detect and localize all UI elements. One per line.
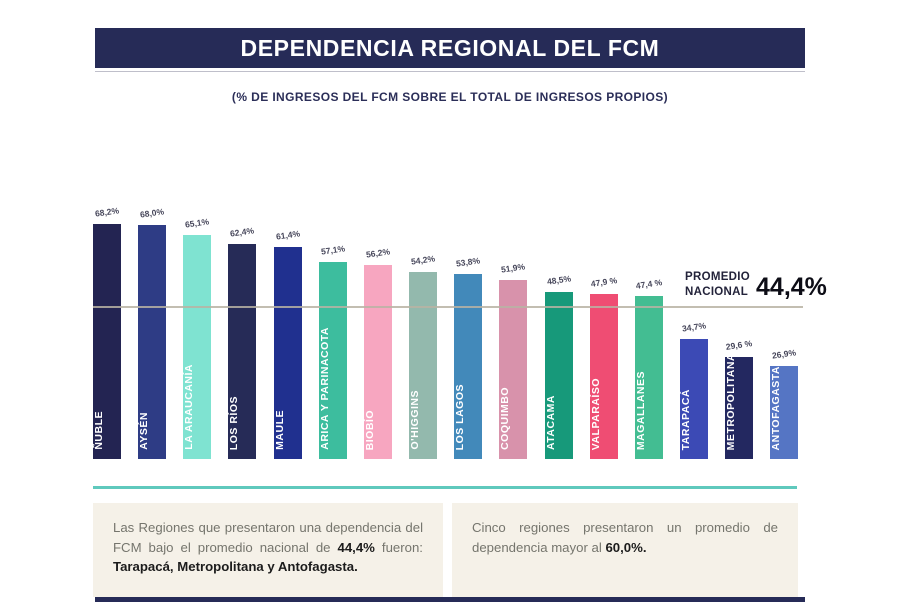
page-subtitle: (% DE INGRESOS DEL FCM SOBRE EL TOTAL DE INGRESOS PROPIOS) xyxy=(231,90,669,104)
bar-value-label: 65,1% xyxy=(184,216,210,230)
bar-maule xyxy=(274,247,302,459)
note-segment: Las Regiones que presentaron una dependencia del FCM bajo el promedio nacional de xyxy=(113,520,423,555)
note-box-right xyxy=(452,503,798,597)
national-average-caption-line2: NACIONAL xyxy=(685,285,749,298)
bar-los-rios xyxy=(228,244,256,459)
bar-region-label: ARICA Y PARINACOTA xyxy=(319,327,331,450)
bar-region-label: ATACAMA xyxy=(545,394,557,450)
bar-biobio xyxy=(364,265,392,459)
bar-region-label: METROPOLITANA xyxy=(725,352,737,450)
bar-region-label: LOS RÍOS xyxy=(228,395,240,450)
bar-region-label: O'HIGGINS xyxy=(409,390,421,450)
bar-value-label: 51,9% xyxy=(500,261,526,275)
bar-value-label: 26,9% xyxy=(771,347,797,361)
note-segment: fueron: xyxy=(374,539,423,555)
national-average-value: 44,4% xyxy=(756,272,827,301)
bar-nuble xyxy=(93,224,121,459)
bar-region-label: LA ARAUCANÍA xyxy=(183,364,195,450)
bar-value-label: 56,2% xyxy=(365,246,391,260)
bar-arica-y-parinacota xyxy=(319,262,347,459)
bar-o-higgins xyxy=(409,272,437,459)
footer-bar xyxy=(95,597,805,602)
bar-tarapaca xyxy=(680,339,708,459)
bar-value-label: 47,9 % xyxy=(590,275,618,289)
bar-region-label: MAULE xyxy=(274,410,286,450)
bar-region-label: BIOBÍO xyxy=(364,409,376,450)
national-average-caption-line1: PROMEDIO xyxy=(685,271,751,283)
bar-value-label: 68,0% xyxy=(139,206,165,220)
bar-metropolitana xyxy=(725,352,753,459)
bar-region-label: LOS LAGOS xyxy=(454,383,466,450)
bar-value-label: 29,6 % xyxy=(725,338,753,352)
note-bold-segment: Tarapacá, Metropolitana y Antofagasta. xyxy=(113,559,358,575)
national-average-label xyxy=(685,270,827,300)
note-right-text xyxy=(472,518,778,557)
bar-value-label: 62,4% xyxy=(229,225,255,239)
bar-value-label: 61,4% xyxy=(275,228,301,242)
bar-region-label: VALPARAÍSO xyxy=(590,377,602,450)
bar-region-label: AYSÉN xyxy=(138,412,150,450)
bar-value-label: 48,5% xyxy=(546,273,572,287)
note-box-left xyxy=(93,503,443,597)
bar-value-label: 57,1% xyxy=(320,243,346,257)
note-left-text xyxy=(113,518,423,577)
bar-value-label: 47,4 % xyxy=(635,277,663,291)
bar-value-label: 53,8% xyxy=(455,255,481,269)
bar-value-label: 54,2% xyxy=(410,253,436,267)
national-average-caption xyxy=(685,270,750,300)
bar-region-label: ÑUBLE xyxy=(93,411,105,450)
bar-atacama xyxy=(545,292,573,459)
national-average-line xyxy=(93,306,803,308)
note-bold-segment: 60,0%. xyxy=(605,539,647,555)
page-title: DEPENDENCIA REGIONAL DEL FCM xyxy=(240,34,660,61)
bar-region-label: COQUIMBO xyxy=(499,387,511,450)
bar-value-label: 68,2% xyxy=(94,205,120,219)
bar-antofagasta xyxy=(770,366,798,459)
bar-value-label: 34,7% xyxy=(681,320,707,334)
bar-aysen xyxy=(138,225,166,459)
bar-los-lagos xyxy=(454,274,482,459)
bar-valparaiso xyxy=(590,294,618,459)
note-segment: Cinco regiones presentaron un promedio de dependencia mayor al xyxy=(472,520,778,555)
bar-magallanes xyxy=(635,296,663,459)
note-bold-segment: 44,4% xyxy=(337,539,375,555)
teal-divider-line xyxy=(93,486,797,489)
bar-region-label: TARAPACÁ xyxy=(680,388,692,450)
bar-la-araucania xyxy=(183,235,211,459)
bar-region-label: ANTOFAGASTA xyxy=(770,365,782,450)
bar-region-label: MAGALLANES xyxy=(635,370,647,450)
